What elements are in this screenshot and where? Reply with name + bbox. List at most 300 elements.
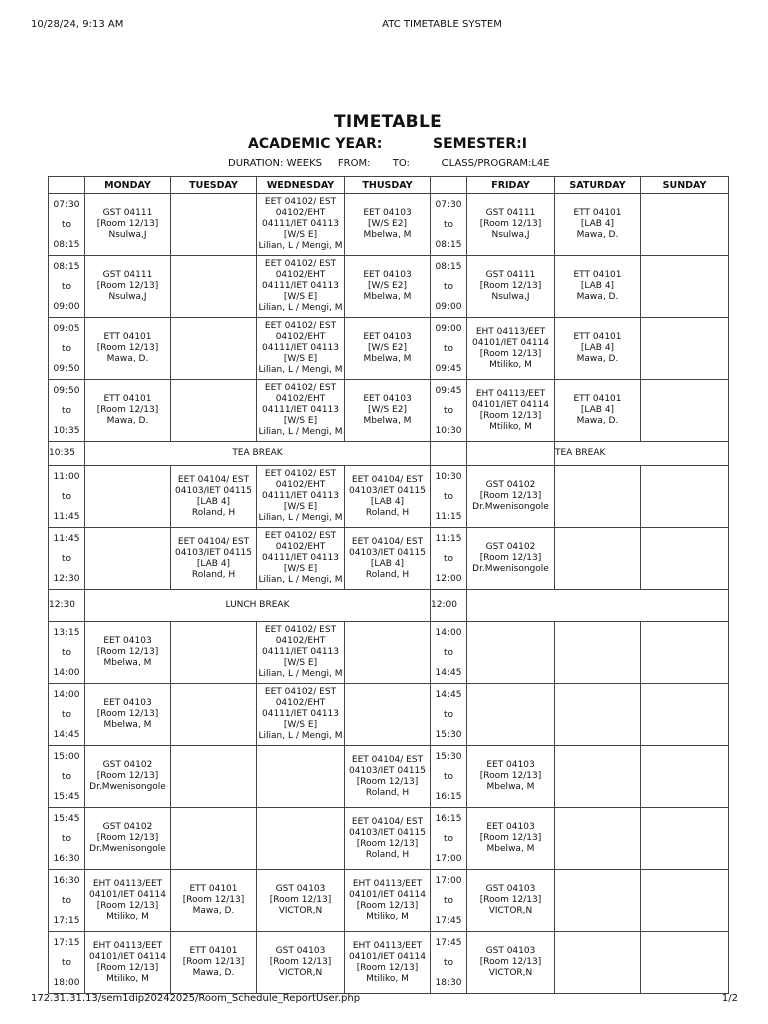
time-slot-left: [49, 194, 85, 256]
slot-thursday: [345, 466, 431, 528]
time-line: to: [61, 833, 72, 844]
time-line: 16:15: [435, 791, 462, 802]
class-line: Lilian, L / Mengi, M: [258, 575, 343, 585]
class-line: GST 04102: [102, 760, 153, 770]
class-line: 04103/IET 04115: [175, 547, 252, 558]
class-line: [LAB 4]: [196, 558, 231, 569]
class-line: Lilian, L / Mengi, M: [258, 669, 343, 679]
class-line: [LAB 4]: [370, 558, 405, 569]
timetable-row: [49, 466, 729, 528]
class-line: EET 04102/ EST: [264, 383, 337, 393]
class-line: Mbelwa, M: [363, 416, 412, 426]
class-line: EET 04102/ EST: [264, 687, 337, 697]
slot-monday: [85, 746, 171, 808]
time-line: to: [443, 405, 454, 416]
class-line: Lilian, L / Mengi, M: [258, 731, 343, 741]
slot-monday: [85, 870, 171, 932]
time-line: 11:15: [435, 511, 462, 522]
slot-friday: [467, 318, 555, 380]
class-line: Roland, H: [191, 569, 236, 580]
class-line: EET 04104/ EST: [351, 816, 424, 827]
time-line: to: [443, 219, 454, 230]
class-line: 04111/IET 04113: [262, 647, 339, 657]
academic-year-label: ACADEMIC YEAR:: [248, 136, 383, 152]
slot-wednesday: [257, 870, 345, 932]
meta-line: DURATION: WEEKS FROM: TO: CLASS/PROGRAM:L4E: [228, 158, 550, 169]
time-line: 10:35: [53, 425, 80, 436]
slot-monday: [85, 622, 171, 684]
time-line: to: [443, 343, 454, 354]
slot-saturday: [555, 528, 641, 590]
slot-thursday: [345, 932, 431, 994]
page-url: 172.31.31.13/sem1dip20242025/Room_Schedule_ReportUser.php: [31, 993, 361, 1004]
class-line: EHT 04113/EET: [92, 878, 163, 889]
class-line: Mtiliko, M: [489, 359, 532, 370]
slot-monday: [85, 932, 171, 994]
time-line: 09:45: [435, 363, 462, 374]
slot-tuesday: [171, 380, 257, 442]
class-line: [W/S E]: [283, 564, 318, 574]
time-line: 15:30: [435, 751, 462, 762]
class-line: [Room 12/13]: [479, 410, 542, 421]
slot-wednesday: [257, 256, 345, 318]
class-line: EET 04103: [363, 394, 412, 404]
slot-tuesday: [171, 746, 257, 808]
time-line: 09:50: [53, 363, 80, 374]
class-line: 04101/IET 04114: [89, 951, 166, 962]
slot-wednesday: [257, 318, 345, 380]
class-line: EET 04102/ EST: [264, 531, 337, 541]
time-line: 09:50: [53, 385, 80, 396]
slot-monday: [85, 256, 171, 318]
class-line: [Room 12/13]: [356, 900, 419, 911]
slot-saturday: [555, 808, 641, 870]
slot-saturday: [555, 380, 641, 442]
class-line: Roland, H: [365, 787, 410, 798]
slot-monday: [85, 194, 171, 256]
time-line: 17:00: [435, 853, 462, 864]
class-line: 04111/IET 04113: [262, 709, 339, 719]
col-header-wednesday: WEDNESDAY: [257, 177, 345, 194]
slot-friday: [467, 622, 555, 684]
time-line: to: [61, 647, 72, 658]
time-line: 09:05: [53, 323, 80, 334]
class-line: [Room 12/13]: [356, 962, 419, 973]
class-line: Roland, H: [365, 849, 410, 860]
class-line: [W/S E2]: [368, 405, 407, 415]
class-line: 04111/IET 04113: [262, 219, 339, 229]
time-line: 15:30: [435, 729, 462, 740]
lunch-break-time-right: 12:00: [431, 590, 467, 622]
slot-tuesday: [171, 466, 257, 528]
class-line: 04111/IET 04113: [262, 405, 339, 415]
timetable-row: [49, 318, 729, 380]
class-line: [Room 12/13]: [96, 405, 159, 415]
class-line: 04111/IET 04113: [262, 553, 339, 563]
lunch-break-spacer: [467, 590, 729, 622]
class-line: Mtiliko, M: [489, 421, 532, 432]
time-line: 17:15: [53, 915, 80, 926]
class-line: ETT 04101: [573, 270, 622, 280]
slot-tuesday: [171, 932, 257, 994]
class-line: EET 04103: [486, 822, 535, 832]
class-line: Mbelwa, M: [103, 720, 152, 730]
slot-sunday: [641, 622, 729, 684]
time-line: 16:30: [53, 875, 80, 886]
time-slot-right: [431, 684, 467, 746]
slot-sunday: [641, 528, 729, 590]
class-line: EET 04103: [103, 636, 152, 646]
class-line: Mawa, D.: [192, 968, 235, 978]
slot-tuesday: [171, 622, 257, 684]
class-line: Mtiliko, M: [106, 911, 149, 922]
time-line: 18:00: [53, 977, 80, 988]
class-line: [W/S E]: [283, 416, 318, 426]
class-line: [Room 12/13]: [96, 900, 159, 911]
class-line: Mtiliko, M: [106, 973, 149, 984]
slot-sunday: [641, 932, 729, 994]
class-line: [Room 12/13]: [96, 962, 159, 973]
time-slot-left: [49, 684, 85, 746]
col-header-saturday: SATURDAY: [555, 177, 641, 194]
timetable-row: [49, 746, 729, 808]
time-line: to: [443, 709, 454, 720]
class-line: Mawa, D.: [576, 230, 619, 240]
class-line: Nsulwa,J: [491, 292, 530, 302]
class-line: ETT 04101: [573, 394, 622, 404]
class-line: VICTOR,N: [488, 906, 533, 916]
time-line: 10:30: [435, 425, 462, 436]
class-line: EET 04103: [363, 332, 412, 342]
col-header-time-left: [49, 177, 85, 194]
semester-label: SEMESTER:I: [433, 136, 527, 152]
slot-saturday: [555, 318, 641, 380]
class-line: [W/S E]: [283, 720, 318, 730]
class-line: [Room 12/13]: [96, 647, 159, 657]
time-line: to: [61, 709, 72, 720]
time-line: 07:30: [53, 199, 80, 210]
class-line: Mawa, D.: [106, 416, 149, 426]
slot-saturday: [555, 684, 641, 746]
time-slot-left: [49, 932, 85, 994]
class-line: [Room 12/13]: [96, 771, 159, 781]
timetable-body: [49, 194, 729, 994]
class-line: Mtiliko, M: [366, 973, 409, 984]
slot-sunday: [641, 808, 729, 870]
slot-friday: [467, 808, 555, 870]
time-line: 14:00: [435, 627, 462, 638]
class-line: [LAB 4]: [370, 496, 405, 507]
time-line: to: [61, 281, 72, 292]
lunch-break-label: LUNCH BREAK: [85, 590, 431, 622]
class-line: [Room 12/13]: [269, 895, 332, 905]
class-line: [W/S E]: [283, 354, 318, 364]
slot-tuesday: [171, 870, 257, 932]
time-line: 08:15: [53, 261, 80, 272]
class-line: VICTOR,N: [278, 968, 323, 978]
time-line: 11:15: [435, 533, 462, 544]
class-line: Roland, H: [365, 507, 410, 518]
slot-thursday: [345, 528, 431, 590]
timetable-row: [49, 256, 729, 318]
class-line: [LAB 4]: [580, 281, 615, 291]
time-slot-right: [431, 746, 467, 808]
tea-break-spacer: [467, 442, 555, 466]
time-slot-right: [431, 528, 467, 590]
slot-monday: [85, 466, 171, 528]
time-line: to: [61, 771, 72, 782]
slot-thursday: [345, 684, 431, 746]
time-line: 14:45: [435, 689, 462, 700]
timetable-row: [49, 808, 729, 870]
class-line: EHT 04113/EET: [352, 940, 423, 951]
slot-friday: [467, 194, 555, 256]
slot-sunday: [641, 870, 729, 932]
print-datetime: 10/28/24, 9:13 AM: [31, 19, 124, 30]
lunch-break-row: [49, 590, 729, 622]
class-line: [Room 12/13]: [479, 771, 542, 781]
class-line: Mbelwa, M: [363, 354, 412, 364]
header-row: [49, 177, 729, 194]
class-line: [Room 12/13]: [96, 281, 159, 291]
slot-wednesday: [257, 466, 345, 528]
col-header-monday: MONDAY: [85, 177, 171, 194]
slot-friday: [467, 932, 555, 994]
col-header-tuesday: TUESDAY: [171, 177, 257, 194]
class-line: [LAB 4]: [196, 496, 231, 507]
time-line: 16:15: [435, 813, 462, 824]
class-line: [Room 12/13]: [479, 833, 542, 843]
class-line: GST 04103: [275, 884, 326, 894]
timetable-row: [49, 380, 729, 442]
class-line: EET 04104/ EST: [351, 536, 424, 547]
class-line: 04102/EHT: [275, 480, 326, 490]
timetable-row: [49, 684, 729, 746]
class-line: [Room 12/13]: [479, 895, 542, 905]
time-line: 11:45: [53, 511, 80, 522]
slot-thursday: [345, 870, 431, 932]
time-line: to: [443, 771, 454, 782]
class-line: [Room 12/13]: [356, 776, 419, 787]
timetable-row: [49, 528, 729, 590]
tea-break-label: TEA BREAK: [85, 442, 431, 466]
class-line: [Room 12/13]: [479, 957, 542, 967]
class-line: ETT 04101: [573, 332, 622, 342]
time-line: 07:30: [435, 199, 462, 210]
slot-friday: [467, 870, 555, 932]
slot-thursday: [345, 746, 431, 808]
time-line: 08:15: [435, 261, 462, 272]
class-line: Mbelwa, M: [363, 230, 412, 240]
class-line: GST 04111: [485, 270, 536, 280]
class-line: [Room 12/13]: [479, 348, 542, 359]
class-line: EET 04102/ EST: [264, 625, 337, 635]
class-line: 04103/IET 04115: [175, 485, 252, 496]
slot-wednesday: [257, 932, 345, 994]
class-line: [Room 12/13]: [479, 219, 542, 229]
class-line: EET 04102/ EST: [264, 469, 337, 479]
class-line: [W/S E]: [283, 230, 318, 240]
time-line: to: [443, 957, 454, 968]
class-line: Dr.Mwenisongole: [472, 564, 549, 574]
slot-sunday: [641, 194, 729, 256]
class-line: 04103/IET 04115: [349, 485, 426, 496]
class-line: ETT 04101: [573, 208, 622, 218]
slot-friday: [467, 684, 555, 746]
time-slot-right: [431, 256, 467, 318]
col-header-friday: FRIDAY: [467, 177, 555, 194]
time-line: 16:30: [53, 853, 80, 864]
slot-friday: [467, 746, 555, 808]
col-header-time-right: [431, 177, 467, 194]
class-line: 04102/EHT: [275, 208, 326, 218]
time-slot-right: [431, 932, 467, 994]
time-line: 09:00: [435, 323, 462, 334]
slot-thursday: [345, 318, 431, 380]
timetable-row: [49, 870, 729, 932]
time-line: 17:00: [435, 875, 462, 886]
class-line: [Room 12/13]: [96, 833, 159, 843]
class-line: Mawa, D.: [192, 906, 235, 916]
time-line: to: [61, 957, 72, 968]
class-line: [W/S E2]: [368, 219, 407, 229]
slot-friday: [467, 380, 555, 442]
system-name: ATC TIMETABLE SYSTEM: [382, 19, 502, 30]
class-line: EET 04103: [103, 698, 152, 708]
time-line: 14:00: [53, 667, 80, 678]
class-line: ETT 04101: [189, 946, 238, 956]
time-slot-right: [431, 870, 467, 932]
class-line: [W/S E2]: [368, 281, 407, 291]
class-line: 04102/EHT: [275, 698, 326, 708]
class-line: [LAB 4]: [580, 343, 615, 353]
slot-sunday: [641, 318, 729, 380]
class-line: Mawa, D.: [576, 292, 619, 302]
class-line: Mbelwa, M: [103, 658, 152, 668]
class-line: Lilian, L / Mengi, M: [258, 427, 343, 437]
slot-thursday: [345, 380, 431, 442]
time-line: to: [443, 647, 454, 658]
class-line: EET 04103: [363, 270, 412, 280]
timetable-grid: [48, 176, 729, 994]
slot-thursday: [345, 808, 431, 870]
slot-friday: [467, 528, 555, 590]
class-line: 04102/EHT: [275, 394, 326, 404]
slot-saturday: [555, 194, 641, 256]
time-slot-left: [49, 870, 85, 932]
time-slot-right: [431, 318, 467, 380]
time-line: 13:15: [53, 627, 80, 638]
time-line: to: [443, 833, 454, 844]
class-line: Mtiliko, M: [366, 911, 409, 922]
time-line: 17:45: [435, 937, 462, 948]
time-slot-left: [49, 380, 85, 442]
time-line: 17:15: [53, 937, 80, 948]
slot-tuesday: [171, 684, 257, 746]
class-line: EHT 04113/EET: [475, 326, 546, 337]
class-line: [W/S E2]: [368, 343, 407, 353]
class-line: 04103/IET 04115: [349, 547, 426, 558]
slot-tuesday: [171, 318, 257, 380]
time-line: 18:30: [435, 977, 462, 988]
class-line: EET 04104/ EST: [177, 474, 250, 485]
class-line: [Room 12/13]: [269, 957, 332, 967]
class-line: Mbelwa, M: [363, 292, 412, 302]
time-slot-left: [49, 622, 85, 684]
class-line: 04101/IET 04114: [89, 889, 166, 900]
time-line: 12:00: [435, 573, 462, 584]
class-line: Mbelwa, M: [486, 844, 535, 854]
time-slot-right: [431, 194, 467, 256]
slot-tuesday: [171, 808, 257, 870]
time-slot-left: [49, 256, 85, 318]
time-line: 15:00: [53, 751, 80, 762]
class-line: 04101/IET 04114: [472, 399, 549, 410]
tea-break-spacer: [431, 442, 467, 466]
slot-saturday: [555, 932, 641, 994]
time-line: to: [443, 895, 454, 906]
slot-sunday: [641, 746, 729, 808]
class-line: 04102/EHT: [275, 332, 326, 342]
class-line: [Room 12/13]: [479, 491, 542, 501]
class-line: 04102/EHT: [275, 636, 326, 646]
tea-break-time: 10:35: [49, 442, 85, 466]
col-header-sunday: SUNDAY: [641, 177, 729, 194]
class-line: EHT 04113/EET: [475, 388, 546, 399]
class-line: GST 04111: [102, 270, 153, 280]
time-slot-left: [49, 466, 85, 528]
class-line: ETT 04101: [103, 394, 152, 404]
lunch-break-time: 12:30: [49, 590, 85, 622]
time-line: to: [61, 491, 72, 502]
class-line: Lilian, L / Mengi, M: [258, 241, 343, 251]
class-line: [Room 12/13]: [182, 895, 245, 905]
slot-tuesday: [171, 194, 257, 256]
class-line: 04101/IET 04114: [349, 951, 426, 962]
time-line: 14:45: [435, 667, 462, 678]
slot-thursday: [345, 622, 431, 684]
class-line: Nsulwa,J: [108, 292, 147, 302]
slot-sunday: [641, 380, 729, 442]
slot-saturday: [555, 466, 641, 528]
slot-friday: [467, 256, 555, 318]
class-line: 04102/EHT: [275, 270, 326, 280]
class-line: GST 04111: [485, 208, 536, 218]
class-line: GST 04111: [102, 208, 153, 218]
time-line: 10:30: [435, 471, 462, 482]
class-line: VICTOR,N: [488, 968, 533, 978]
slot-wednesday: [257, 622, 345, 684]
class-line: Lilian, L / Mengi, M: [258, 365, 343, 375]
time-line: 08:15: [435, 239, 462, 250]
page-title: TIMETABLE: [334, 112, 442, 132]
time-line: 14:45: [53, 729, 80, 740]
time-slot-left: [49, 808, 85, 870]
slot-monday: [85, 684, 171, 746]
slot-saturday: [555, 746, 641, 808]
class-line: Roland, H: [191, 507, 236, 518]
time-line: to: [443, 491, 454, 502]
class-line: GST 04102: [485, 542, 536, 552]
time-line: to: [61, 343, 72, 354]
slot-tuesday: [171, 256, 257, 318]
class-line: Lilian, L / Mengi, M: [258, 513, 343, 523]
slot-saturday: [555, 256, 641, 318]
class-line: Roland, H: [365, 569, 410, 580]
time-line: 14:00: [53, 689, 80, 700]
time-line: 15:45: [53, 791, 80, 802]
class-line: EHT 04113/EET: [352, 878, 423, 889]
